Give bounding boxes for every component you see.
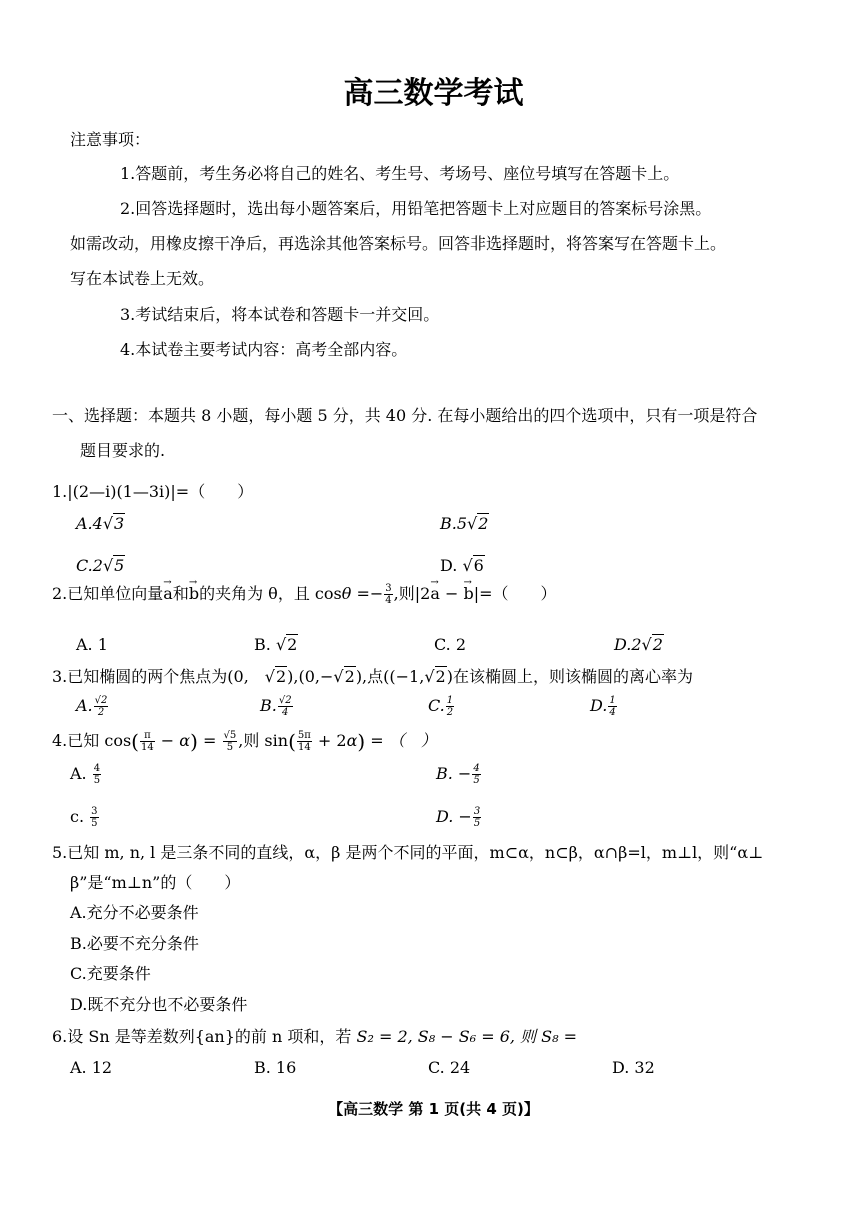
notice-item-4: 4.本试卷主要考试内容：高考全部内容。 [120, 340, 408, 359]
q4-option-c: c. $\frac{3}{5}$ [70, 806, 98, 829]
notice-heading: 注意事项： [70, 130, 151, 149]
q3-option-d: D. $\frac{1}{4}$ [590, 695, 616, 718]
notice-item-1: 1.答题前，考生务必将自己的姓名、考生号、考场号、座位号填写在答题卡上。 [120, 164, 680, 183]
q4-option-d: D. − $\frac{3}{5}$ [436, 806, 481, 829]
q3-option-c: C. $\frac{1}{2}$ [428, 695, 454, 718]
question-5-stem: 5.已知 m, n, l 是三条不同的直线，α，β 是两个不同的平面，m⊂α，n⊂β，α∩β=l，m⊥l，则“α⊥ [52, 843, 764, 862]
page-footer: 【高三数学 第 1 页(共 4 页)】 [328, 1100, 539, 1118]
notice-item-2-cont: 如需改动，用橡皮擦干净后，再选涂其他答案标号。回答非选择题时，将答案写在答题卡上。 [70, 234, 727, 253]
q1-option-c: C.2√5 [76, 556, 125, 575]
q3-option-a: A. $\frac{√2}{2}$ [76, 695, 108, 718]
page-title: 高三数学考试 [343, 76, 524, 111]
question-1-stem: 1.|(2—i)(1—3i)|=（ ） [52, 482, 254, 501]
question-2-stem: 2.已知单位向量→ a和→ b的夹角为 θ，且 cosθ =− $\frac{3}{4}$ ,则|2→ a − → b|=（ ） [52, 583, 557, 606]
notice-item-2: 2.回答选择题时，选出每小题答案后，用铅笔把答题卡上对应题目的答案标号涂黑。 [120, 199, 712, 218]
q6-option-c: C. 24 [428, 1058, 471, 1077]
q4-option-a: A. $\frac{4}{5}$ [70, 763, 101, 786]
q5-option-b: B.必要不充分条件 [70, 934, 199, 953]
section-heading: 一、选择题：本题共 8 小题，每小题 5 分，共 40 分. 在每小题给出的四个选项中，只有一项是符合 [52, 406, 758, 425]
question-3-stem: 3.已知椭圆的两个焦点为(0, √2),(0,−√2),点((−1,√2)在该椭圆上，则该椭圆的离心率为 [52, 667, 693, 686]
question-4-stem: 4.已知 cos( $\frac{\pi}{14}$ − α) = $\frac{√5}{5}$ ,则 sin( $\frac{5\pi}{14}$ + 2α) = （ ） [52, 729, 437, 754]
q5-option-c: C.充要条件 [70, 964, 151, 983]
q2-option-a: A. 1 [76, 635, 108, 654]
question-6-stem: 6.设 Sn 是等差数列{an}的前 n 项和，若 S₂ = 2, S₈ − S₆ = 6, 则 S₈ = [52, 1027, 578, 1046]
q3-option-b: B. $\frac{√2}{4}$ [260, 695, 292, 718]
notice-item-3: 3.考试结束后，将本试卷和答题卡一并交回。 [120, 305, 440, 324]
q2-option-d: D.2√2 [614, 635, 663, 654]
q5-option-d: D.既不充分也不必要条件 [70, 995, 248, 1014]
q2-option-c: C. 2 [434, 635, 467, 654]
q4-option-b: B. − $\frac{4}{5}$ [436, 763, 480, 786]
q6-option-a: A. 12 [70, 1058, 113, 1077]
notice-item-2-end: 写在本试卷上无效。 [70, 269, 215, 288]
q1-option-b: B.5√2 [440, 514, 489, 533]
q6-option-b: B. 16 [254, 1058, 297, 1077]
q2-option-b: B. √2 [254, 635, 298, 654]
q6-option-d: D. 32 [612, 1058, 655, 1077]
q5-option-a: A.充分不必要条件 [70, 903, 199, 922]
question-5-stem-cont: β”是“m⊥n”的（ ） [70, 873, 241, 892]
section-heading-cont: 题目要求的. [80, 441, 166, 460]
q1-option-d: D. √6 [440, 556, 484, 575]
q1-option-a: A.4√3 [76, 514, 125, 533]
